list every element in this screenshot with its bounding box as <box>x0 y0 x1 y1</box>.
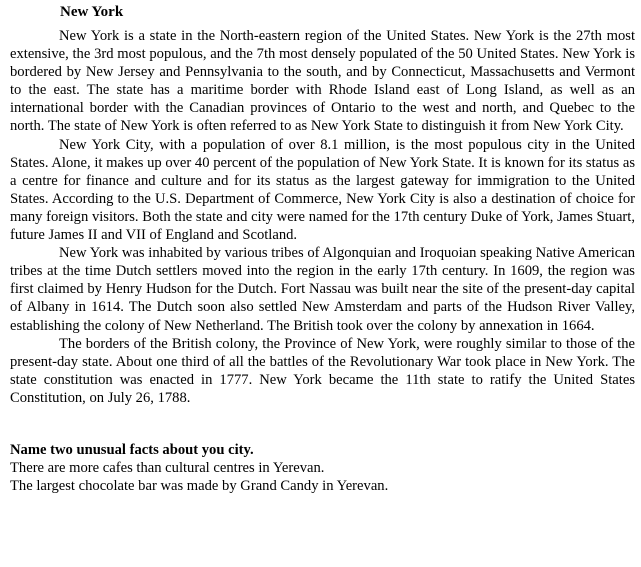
document-page <box>10 3 635 495</box>
answer-line-1: There are more cafes than cultural centres in Yerevan. <box>10 460 325 477</box>
paragraph-early-history: New York was inhabited by various tribes of Algonquian and Iroquoian speaking Native American tribes at the time Dutch settlers moved into the region in the early 17th century. In 1609, the region was first claimed by Henry Hudson for the Dutch. Fort Nassau was built near the site of the present-day capital of Albany in 1614. The Dutch soon also settled New Amsterdam and parts of the Hudson River Valley, establishing the colony of New Netherland. The British took over the colony by annexation in 1664. <box>10 245 635 334</box>
section-spacer <box>10 407 635 441</box>
paragraph-city-overview: New York City, with a population of over 8.1 million, is the most populous city in the United States. Alone, it makes up over 40 percent of the population of New York State. It is known for its status as a centre for finance and culture and for its status as the largest gateway for immigration to the United States. According to the U.S. Department of Commerce, New York City is also a destination of choice for many foreign visitors. Both the state and city were named for the 17th century Duke of York, James Stuart, future James II and VII of England and Scotland. <box>10 136 635 244</box>
document-title: New York <box>60 4 124 20</box>
question-heading: Name two unusual facts about you city. <box>10 441 254 458</box>
answer-line-2: The largest chocolate bar was made by Grand Candy in Yerevan. <box>10 478 389 495</box>
paragraph-state-overview: New York is a state in the North-eastern region of the United States. New York is the 27th most extensive, the 3rd most populous, and the 7th most densely populated of the 50 United States. New York is bordered by New Jersey and Pennsylvania to the south, and by Connecticut, Massachusetts and Vermont to the east. The state has a maritime border with Rhode Island east of Long Island, as well as an international border with the Canadian provinces of Ontario to the west and north, and Quebec to the north. The state of New York is often referred to as New York State to distinguish it from New York City. <box>10 28 635 135</box>
paragraph-colonial-history: The borders of the British colony, the Province of New York, were roughly similar to those of the present-day state. About one third of all the battles of the Revolutionary War took place in New York. The state constitution was enacted in 1777. New York became the 11th state to ratify the United States Constitution, on July 26, 1788. <box>10 335 635 406</box>
